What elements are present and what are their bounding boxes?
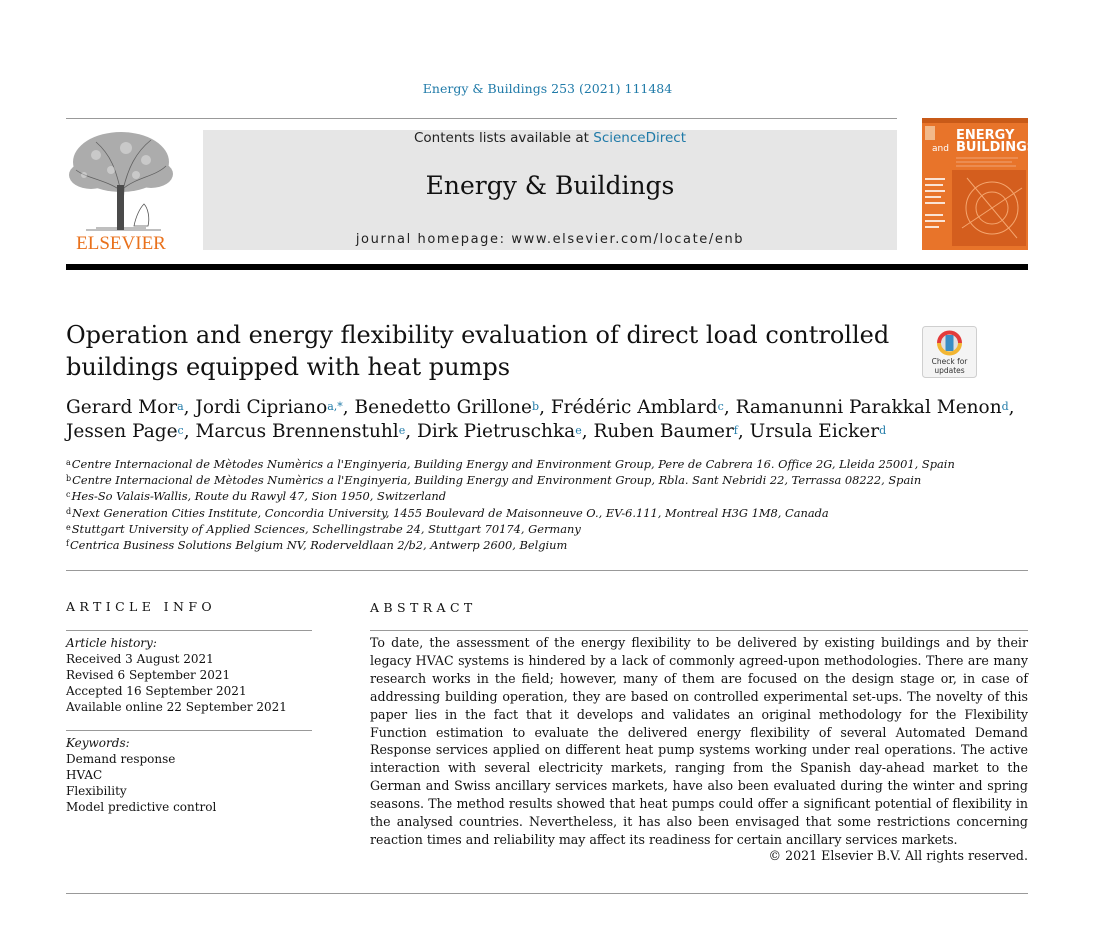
cover-word-buildings: BUILDINGS: [956, 140, 1037, 155]
check-for-updates-button[interactable]: [922, 326, 977, 378]
author[interactable]: Gerard Mor$^a$: [66, 397, 184, 418]
author[interactable]: Frédéric Amblard$^c$: [550, 397, 724, 418]
sciencedirect-link[interactable]: ScienceDirect: [593, 130, 687, 146]
author[interactable]: Dirk Pietruschka$^e$: [417, 421, 582, 442]
author[interactable]: Ramanunni Parakkal Menon$^d$: [735, 397, 1009, 418]
journal-reference[interactable]: Energy & Buildings 253 (2021) 111484: [422, 81, 673, 96]
elsevier-tree-icon: [66, 130, 176, 252]
bottom-divider: [66, 893, 1028, 894]
journal-title: Energy & Buildings: [425, 171, 675, 200]
abstract-heading: ABSTRACT: [370, 600, 477, 615]
crossmark-label-2: updates: [934, 366, 965, 375]
history-received: Received 3 August 2021: [66, 652, 214, 666]
history-online: Available online 22 September 2021: [66, 700, 287, 714]
keyword: Flexibility: [66, 784, 127, 798]
abstract-divider: [370, 630, 1028, 631]
author[interactable]: Jessen Page$^c$: [66, 421, 184, 442]
history-revised: Revised 6 September 2021: [66, 668, 231, 682]
article-history: [66, 635, 312, 715]
abstract-text: To date, the assessment of the energy flexibility to be delivered by existing buildings and by their legacy HVAC systems is hindered by a lack of commonly agreed-upon methodologies. There are many research works in the field; however, many of them are focused on the design stage or, in case of addressing building operation, they are based on controlled experimental set-ups. The novelty of this paper lies in the fact that it develops and validates an original methodology for the Flexibility Function estimation to evaluate the delivered energy flexibility of several Automated Demand Response services applied on different heat pump systems working under real operations. The active interaction with several electricity markets, ranging from the Spanish day-ahead market to the German and Swiss ancillary services markets, have also been evaluated during the winter and spring seasons. The method results showed that heat pumps could offer a significant potential of flexibility in the analysed countries. Nevertheless, it has also been envisaged that some restrictions concerning reaction times and reliability may affect its readiness for certain ancillary services markets.: [370, 635, 1028, 847]
keyword: Demand response: [66, 752, 176, 766]
article-title: [66, 319, 896, 383]
affiliation: $^b$Centre Internacional de Mètodes Numèrics a l'Enginyeria, Building Energy and Environment Group, Rbla. Sant Nebridi 22, Terrassa 08222, Spain: [66, 473, 922, 488]
keyword: HVAC: [66, 768, 103, 782]
author[interactable]: Jordi Cipriano$^{a,*}$: [195, 397, 343, 418]
elsevier-wordmark: ELSEVIER: [76, 233, 166, 254]
keywords-label: Keywords:: [66, 736, 130, 750]
crossmark-icon: [922, 326, 977, 378]
top-divider: [66, 118, 897, 119]
affiliation: $^d$Next Generation Cities Institute, Concordia University, 1455 Boulevard de Maisonneuve O., EV-6.111, Montreal H3G 1M8, Canada: [66, 505, 829, 520]
article-info-divider: [66, 630, 312, 631]
affiliation: $^c$Hes-So Valais-Wallis, Route du Rawyl 47, Sion 1950, Switzerland: [66, 489, 447, 504]
affiliation: $^a$Centre Internacional de Mètodes Numèrics a l'Enginyeria, Building Energy and Environment Group, Pere de Cabrera 16. Office 2G, Lleida 25001, Spain: [66, 457, 955, 471]
cover-word-and: and: [932, 144, 949, 154]
affiliation: $^e$Stuttgart University of Applied Sciences, Schellingstrabe 24, Stuttgart 70174, Germany: [66, 521, 581, 536]
affiliations: [66, 456, 1028, 553]
keywords: [66, 735, 312, 815]
copyright-notice: © 2021 Elsevier B.V. All rights reserved.: [768, 848, 1028, 863]
contents-prefix: Contents lists available at: [413, 130, 594, 146]
affiliation: $^f$Centrica Business Solutions Belgium NV, Roderveldlaan 2/b2, Antwerp 2600, Belgium: [66, 538, 568, 553]
author[interactable]: Marcus Brennenstuhl$^e$: [195, 421, 406, 442]
title-line-2: buildings equipped with heat pumps: [66, 353, 511, 381]
author-list: Gerard Mor$^a$, Jordi Cipriano$^{a,*}$, Benedetto Grillone$^b$, Frédéric Amblard$^c$, Ramanunni Parakkal Menon$^d$, Jessen Page$^c$, Marcus Brennenstuhl$^e$, Dirk Pietruschka$^e$, Ruben Baumer$^f$, Ursula Eicker$^d$: [66, 397, 1015, 442]
keywords-divider: [66, 730, 312, 731]
contents-line: [203, 130, 897, 146]
keyword: Model predictive control: [66, 800, 217, 814]
journal-homepage[interactable]: journal homepage: www.elsevier.com/locate/enb: [355, 232, 745, 247]
author[interactable]: Benedetto Grillone$^b$: [354, 397, 540, 418]
history-label: Article history:: [66, 636, 157, 650]
masthead-thick-divider: [66, 264, 1028, 270]
affiliations-divider: [66, 570, 1028, 571]
article-info-heading: ARTICLE INFO: [66, 599, 217, 614]
crossmark-label-1: Check for: [931, 357, 968, 366]
journal-cover-image[interactable]: [922, 118, 1037, 250]
cover-word-energy: ENERGY: [956, 128, 1015, 143]
author[interactable]: Ursula Eicker$^d$: [749, 421, 887, 442]
title-line-1: Operation and energy flexibility evaluation of direct load controlled: [66, 321, 890, 349]
history-accepted: Accepted 16 September 2021: [66, 684, 247, 698]
elsevier-logo[interactable]: [66, 130, 176, 252]
author[interactable]: Ruben Baumer$^f$: [593, 421, 738, 442]
cover-art: [922, 118, 1037, 250]
